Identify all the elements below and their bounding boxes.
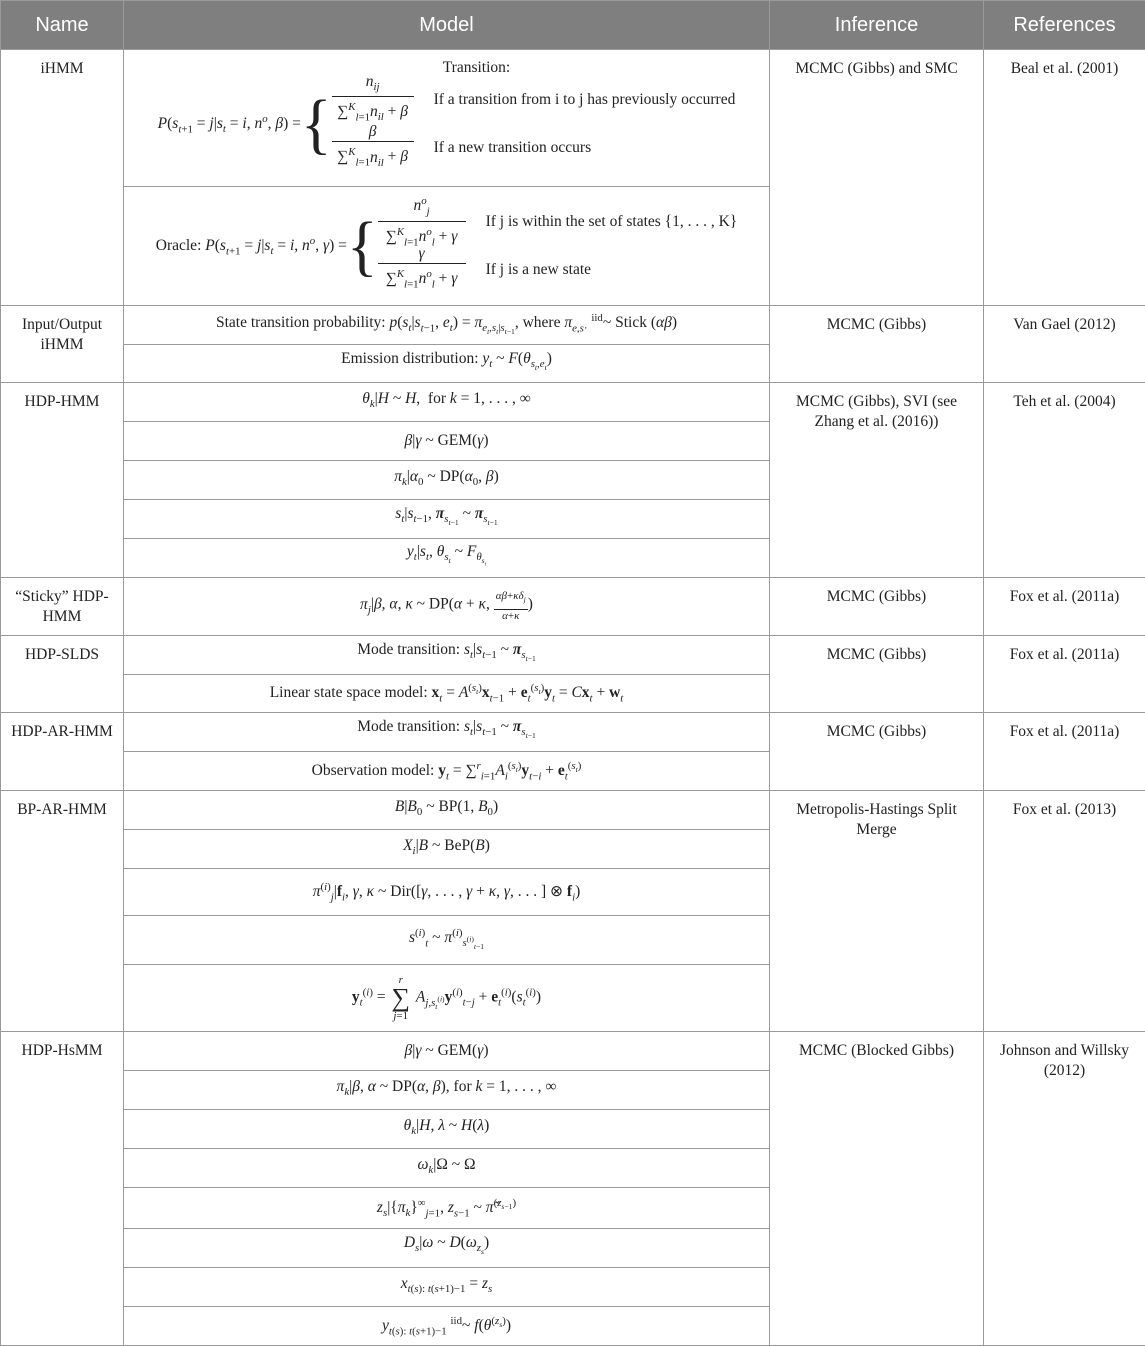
model-cell: β|γ ~ GEM(γ) <box>124 1032 770 1071</box>
row-reference: Fox et al. (2011a) <box>984 636 1145 713</box>
row-inference: MCMC (Gibbs), SVI (see Zhang et al. (2016)) <box>770 383 984 578</box>
model-cell: $\theta_k|H$ ~ H, for k = 1, . . . , ∞ <box>124 383 770 422</box>
row-inference: MCMC (Gibbs) <box>770 578 984 636</box>
condition-text: If j is within the set of states {1, . . . , K} <box>486 212 738 232</box>
row-name: HDP-AR-HMM <box>1 713 124 791</box>
model-cell: Observation model: $y_t = \sum^r_{i=1}A_i^{(s_t)}y_{t-i} + e_t^{(s_t)}$ <box>124 752 770 791</box>
model-cell: $\pi^{(i)}_j|f_i$, γ, κ ~ Dir([γ, . . . , γ + κ, γ, . . . ] ⊗ $f_i$) <box>124 869 770 916</box>
row-inference: Metropolis-Hastings Split Merge <box>770 791 984 1032</box>
row-reference: Fox et al. (2011a) <box>984 713 1145 791</box>
model-cell: Mode transition: $s_t|s_{t-1}$ ~ $\pi_{s_{t-1}}$ <box>124 713 770 752</box>
table-row <box>1 713 1145 752</box>
model-cell: $y_t|s_t$, $\theta_{s_t}$ ~ $F_{\theta_{s_t}}$ <box>124 539 770 578</box>
model-cell: β|γ ~ GEM(γ) <box>124 422 770 461</box>
row-name: BP-AR-HMM <box>1 791 124 1032</box>
row-inference: MCMC (Gibbs) <box>770 713 984 791</box>
row-inference: MCMC (Blocked Gibbs) <box>770 1032 984 1346</box>
condition-text: If j is a new state <box>486 260 591 280</box>
model-cell: $\pi_k|\beta$, α ~ DP(α, β), for k = 1, . . . , ∞ <box>124 1071 770 1110</box>
table-row <box>1 578 1145 636</box>
model-cell: Oracle: $P(s_{t+1} = j|s_t = i$, $n^o$, γ) = { $\frac{n^o_j}{\sum^K_{l=1}n^o_l + \gamma}$ If j is within the set of states {1, . . . , K} $\frac{\gamma}{\sum^K_{l=1}n^o_l + \gamma}$ If j is a new state <box>124 187 770 306</box>
model-cell: Emission distribution: $y_t$ ~ $F(\theta_{s_t,e_t})$ <box>124 345 770 383</box>
table-row <box>1 636 1145 675</box>
table-row <box>1 791 1145 830</box>
row-inference: MCMC (Gibbs) and SMC <box>770 50 984 306</box>
row-name: HDP-SLDS <box>1 636 124 713</box>
header-model: Model <box>124 1 770 50</box>
model-cell: $\pi_k|\alpha_0$ ~ $DP(\alpha_0$, β) <box>124 461 770 500</box>
row-name: HDP-HsMM <box>1 1032 124 1346</box>
model-cell: $D_s|\omega$ ~ $D(\omega_{z_s})$ <box>124 1229 770 1268</box>
model-cell: $\omega_k|\Omega$ ~ Ω <box>124 1149 770 1188</box>
model-cell: $z_s|\{\pi_k\}^\infty_{j=1}$, $z_{s-1}$ ~ π̃$^{(z_{s-1})}$ <box>124 1188 770 1229</box>
header-row <box>1 1 1145 50</box>
model-cell: $\theta_k|H$, λ ~ H(λ) <box>124 1110 770 1149</box>
model-cell: $y_t^{(i)}$ = r ∑ j=1 $A_{j,s_t^{(i)}}y^{(i)}_{t-j} + e_t^{(i)}(s_t^{(i)})$ <box>124 965 770 1032</box>
model-cell: Mode transition: $s_t|s_{t-1}$ ~ $\pi_{s_{t-1}}$ <box>124 636 770 675</box>
row-reference: Fox et al. (2013) <box>984 791 1145 1032</box>
row-inference: MCMC (Gibbs) <box>770 306 984 383</box>
table-row <box>1 306 1145 345</box>
row-name: iHMM <box>1 50 124 306</box>
header-name: Name <box>1 1 124 50</box>
row-reference: Beal et al. (2001) <box>984 50 1145 306</box>
model-cell: $X_i|B$ ~ BeP(B) <box>124 830 770 869</box>
transition-label: Transition: <box>190 58 763 78</box>
model-formula: Oracle: $P(s_{t+1} = j|s_t = i$, $n^o$, γ) = <box>156 231 347 261</box>
model-cell: State transition probability: $p(s_t|s_{t-1}$, $e_t) = \pi_{e_t,s_t|s_{t-1}}$, where $\pi_{e,s\cdot}$ $^{iid}$~ Stick (αβ) <box>124 306 770 345</box>
model-cell: $y_{t(s): t(s+1)-1}$ $^{iid}$~ $f(\theta^{(z_s)})$ <box>124 1307 770 1346</box>
model-cell: Transition: $P(s_{t+1} = j|s_t = i$, $n^o$, β) = { $\frac{n_{ij}}{\sum^K_{l=1}n_{il} + \beta}$ If a transition from i to j has previously occurred $\frac{\beta}{\sum^K_{l=1}n_{il} + \beta}$ If a new transition occurs <box>124 50 770 187</box>
model-cell: $s_t|s_{t-1}$, $\pi_{s_{t-1}}$ ~ $\pi_{s_{t-1}}$ <box>124 500 770 539</box>
row-reference: Van Gael (2012) <box>984 306 1145 383</box>
row-name: “Sticky” HDP-HMM <box>1 578 124 636</box>
row-reference: Johnson and Willsky (2012) <box>984 1032 1145 1346</box>
model-cell: $x_{t(s): t(s+1)-1} = z_s$ <box>124 1268 770 1307</box>
model-cell: $\pi_j|\beta$, α, κ ~ DP(α + κ, $\frac{\alpha\beta+\kappa\delta_j}{\alpha+\kappa}$ ) <box>124 578 770 636</box>
header-references: References <box>984 1 1145 50</box>
model-formula: $P(s_{t+1} = j|s_t = i$, $n^o$, β) = <box>158 109 301 139</box>
table-row <box>1 383 1145 422</box>
row-reference: Fox et al. (2011a) <box>984 578 1145 636</box>
model-cell: $B|B_0$ ~ BP(1, $B_0$) <box>124 791 770 830</box>
header-inference: Inference <box>770 1 984 50</box>
table-row <box>1 1032 1145 1071</box>
row-reference: Teh et al. (2004) <box>984 383 1145 578</box>
model-cell: $s^{(i)}_t$ ~ $\pi^{(i)}_{s^{(i)}_{t-1}}$ <box>124 916 770 965</box>
model-cell: Linear state space model: $x_t = A^{(s_t)}x_{t-1} + e_t^{(s_t)}y_t = Cx_t + w_t$ <box>124 675 770 713</box>
row-inference: MCMC (Gibbs) <box>770 636 984 713</box>
condition-text: If a transition from i to j has previously occurred <box>434 90 736 110</box>
row-name: Input/Output iHMM <box>1 306 124 383</box>
row-name: HDP-HMM <box>1 383 124 578</box>
table-row <box>1 50 1145 187</box>
condition-text: If a new transition occurs <box>434 138 592 158</box>
